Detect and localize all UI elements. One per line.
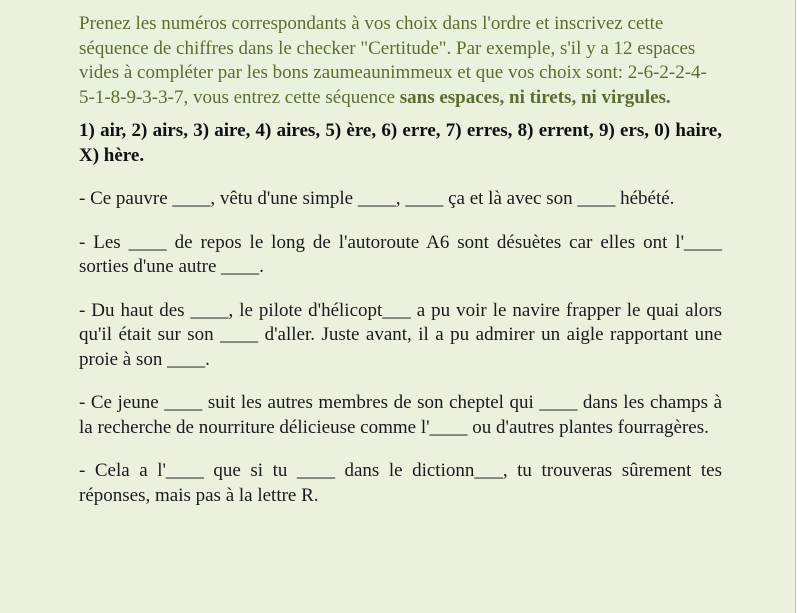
instructions-text: Prenez les numéros correspondants à vos choix dans l'ordre et inscrivez cette séquence de chiffres dans le checker "Certitude". Par exemple, s'il y a 12 espaces vides à compléter par les bons zaumeaunimmeux et que vos choix sont: 2-6-2-2-4-5-1-8-9-3-3-7, vous entrez cette séquence [79,13,707,108]
sentence-2: - Les ____ de repos le long de l'autoroute A6 sont désuètes car elles ont l'____ sorties d'une autre ____. [79,231,722,277]
choices-list: 1) air, 2) airs, 3) aire, 4) aires, 5) ère, 6) erre, 7) erres, 8) errent, 9) ers, 0) haire, X) hère. [79,120,722,166]
instructions-emphasis: sans espaces, ni tirets, ni virgules. [399,86,671,108]
sentence-5: - Cela a l'____ que si tu ____ dans le dictionn___, tu trouveras sûrement tes réponses, mais pas à la lettre R. [79,460,722,506]
sentence-4: - Ce jeune ____ suit les autres membres de son cheptel qui ____ dans les champs à la recherche de nourriture délicieuse comme l'____ ou d'autres plantes fourragères. [79,392,722,438]
instructions-paragraph [79,12,722,110]
sentence-3: - Du haut des ____, le pilote d'hélicopt___ a pu voir le navire frapper le quai alors qu'il était sur son ____ d'aller. Juste avant, il a pu admirer un aigle rapportant une proie à son ____. [79,299,722,370]
exercise-content [79,12,722,527]
sentence-1: - Ce pauvre ____, vêtu d'une simple ____, ____ ça et là avec son ____ hébété. [79,188,675,209]
